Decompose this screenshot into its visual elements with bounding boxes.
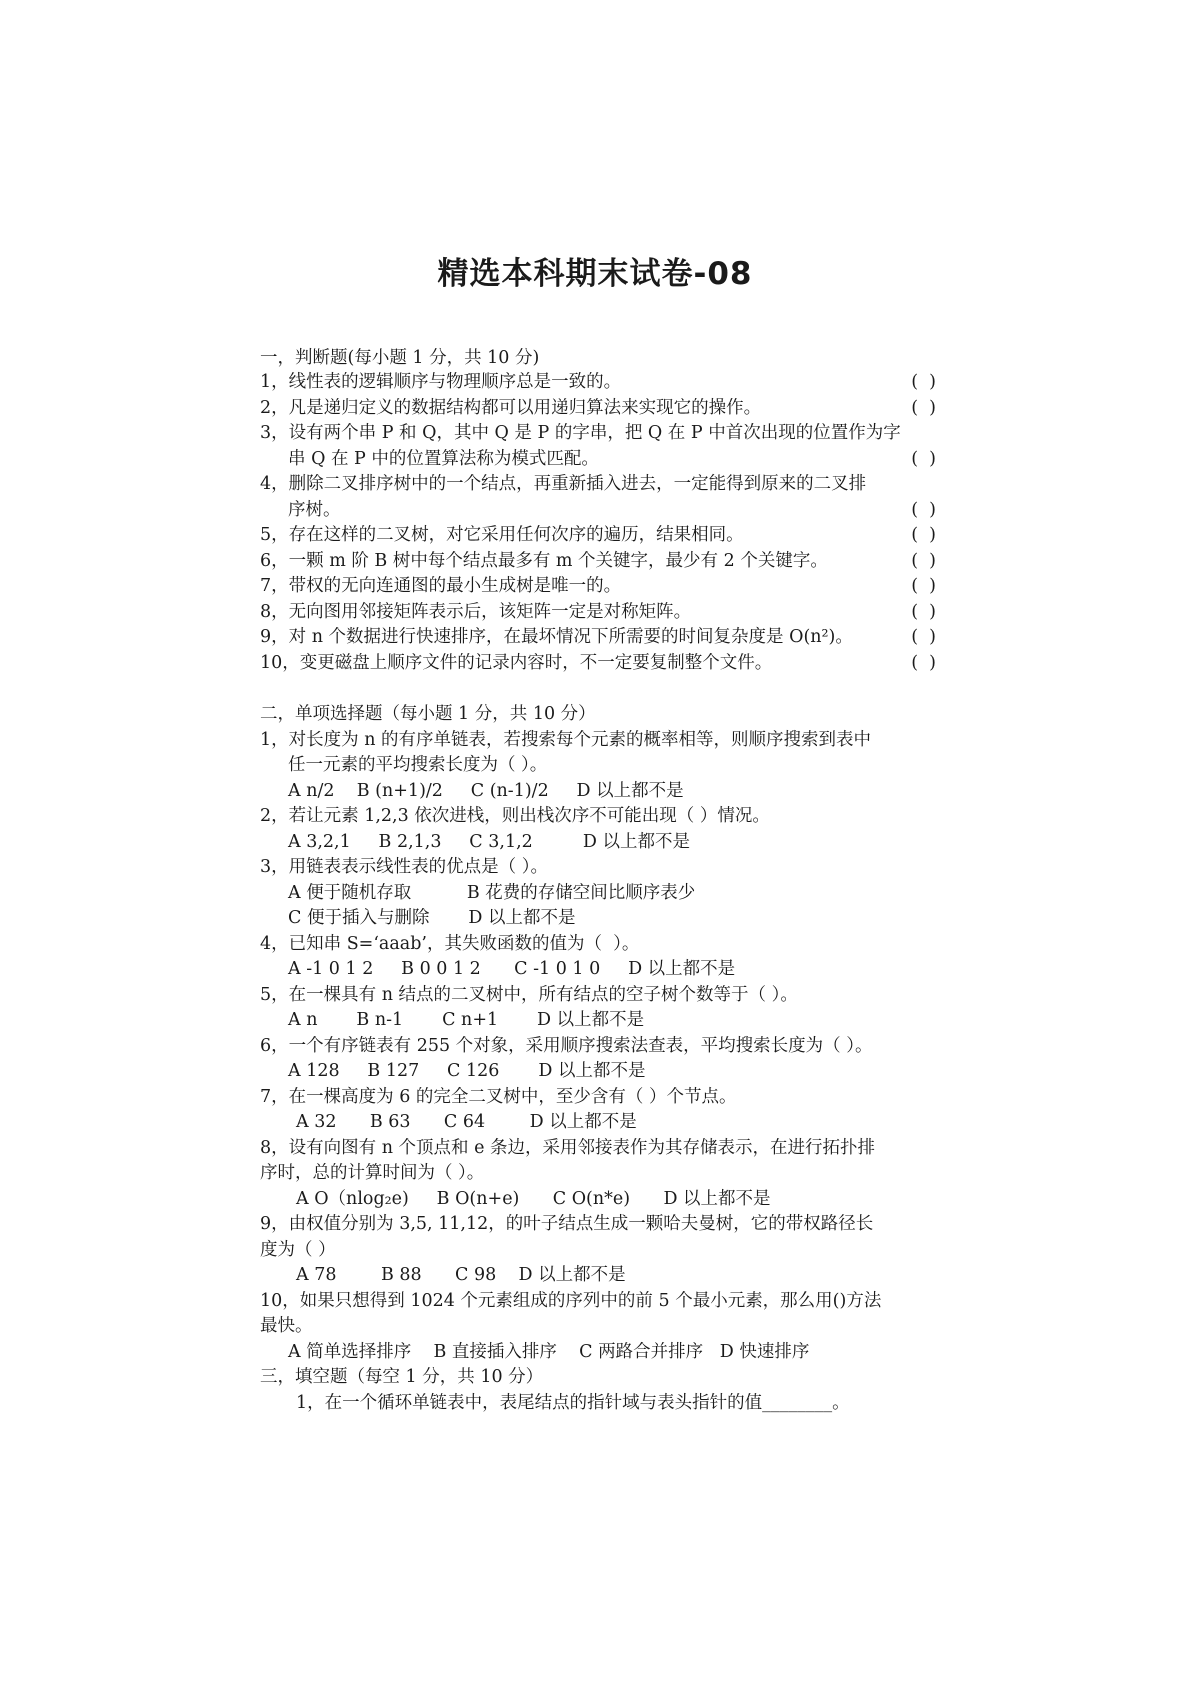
mc-question-3-options-2 <box>288 906 936 930</box>
mc-question-1-options-text: A n/2 B (n+1)/2 C (n-1)/2 D 以上都不是 <box>288 781 684 801</box>
mc-question-10-options-text: A 简单选择排序 B 直接插入排序 C 两路合并排序 D 快速排序 <box>288 1342 810 1362</box>
mc-question-6-options <box>288 1059 936 1083</box>
mc-question-7-options <box>296 1110 936 1134</box>
mc-question-10-cont-text: 最快。 <box>260 1316 313 1336</box>
mc-question-8-options <box>296 1187 936 1211</box>
tf-question-9 <box>260 625 936 649</box>
answer-paren: ( ) <box>911 525 936 545</box>
tf-question-3-text: 3，设有两个串 P 和 Q，其中 Q 是 P 的字串，把 Q 在 P 中首次出现的位置作为字 <box>260 423 901 443</box>
section1-heading <box>260 346 936 370</box>
mc-question-8-text: 8，设有向图有 n 个顶点和 e 条边，采用邻接表作为其存储表示，在进行拓扑排 <box>260 1138 876 1158</box>
tf-question-10 <box>260 651 936 675</box>
answer-paren: ( ) <box>911 372 936 392</box>
mc-question-9-cont-text: 度为（ ） <box>260 1240 336 1260</box>
mc-question-2 <box>260 804 936 828</box>
mc-question-10-options <box>288 1340 936 1364</box>
section2-heading <box>260 702 936 726</box>
tf-question-10-text: 10，变更磁盘上顺序文件的记录内容时，不一定要复制整个文件。 <box>260 653 773 673</box>
mc-question-5 <box>260 983 936 1007</box>
mc-question-6-text: 6，一个有序链表有 255 个对象，采用顺序搜索法查表，平均搜索长度为（ ）。 <box>260 1036 873 1056</box>
tf-question-5-text: 5，存在这样的二叉树，对它采用任何次序的遍历，结果相同。 <box>260 525 744 545</box>
section1-heading-text: 一，判断题(每小题 1 分，共 10 分) <box>260 348 540 368</box>
tf-question-8-text: 8，无向图用邻接矩阵表示后，该矩阵一定是对称矩阵。 <box>260 602 692 622</box>
mc-question-3-options-1 <box>288 881 936 905</box>
answer-paren: ( ) <box>911 449 936 469</box>
mc-question-6 <box>260 1034 936 1058</box>
answer-paren: ( ) <box>911 627 936 647</box>
fill-question-1 <box>296 1391 936 1415</box>
mc-question-2-options-text: A 3,2,1 B 2,1,3 C 3,1,2 D 以上都不是 <box>288 832 690 852</box>
mc-question-8-options-text: A O（nlog₂e) B O(n+e) C O(n*e) D 以上都不是 <box>296 1189 771 1209</box>
answer-paren: ( ) <box>911 551 936 571</box>
mc-question-1-cont <box>288 753 936 777</box>
mc-question-6-options-text: A 128 B 127 C 126 D 以上都不是 <box>288 1061 646 1081</box>
mc-question-8 <box>260 1136 936 1160</box>
tf-question-3-cont <box>288 447 936 471</box>
tf-question-7-text: 7，带权的无向连通图的最小生成树是唯一的。 <box>260 576 622 596</box>
mc-question-7-options-text: A 32 B 63 C 64 D 以上都不是 <box>296 1112 637 1132</box>
tf-question-4-text: 4，删除二叉排序树中的一个结点，再重新插入进去，一定能得到原来的二叉排 <box>260 474 867 494</box>
mc-question-9-options-text: A 78 B 88 C 98 D 以上都不是 <box>296 1265 626 1285</box>
mc-question-2-text: 2，若让元素 1,2,3 依次进栈，则出栈次序不可能出现（ ）情况。 <box>260 806 770 826</box>
tf-question-8 <box>260 600 936 624</box>
mc-question-7-text: 7，在一棵高度为 6 的完全二叉树中，至少含有（ ）个节点。 <box>260 1087 737 1107</box>
tf-question-3 <box>260 421 936 445</box>
mc-question-3 <box>260 855 936 879</box>
tf-question-6 <box>260 549 936 573</box>
mc-question-8-cont-text: 序时，总的计算时间为（ ）。 <box>260 1163 485 1183</box>
mc-question-2-options <box>288 830 936 854</box>
tf-question-7 <box>260 574 936 598</box>
tf-question-4-cont <box>288 498 936 522</box>
answer-paren: ( ) <box>911 500 936 520</box>
mc-question-10 <box>260 1289 936 1313</box>
mc-question-10-text: 10，如果只想得到 1024 个元素组成的序列中的前 5 个最小元素，那么用()方法 <box>260 1291 882 1311</box>
mc-question-9-text: 9，由权值分别为 3,5, 11,12，的叶子结点生成一颗哈夫曼树，它的带权路径长 <box>260 1214 874 1234</box>
mc-question-1 <box>260 728 936 752</box>
tf-question-4-cont-text: 序树。 <box>288 500 341 520</box>
mc-question-3-options-2-text: C 便于插入与删除 D 以上都不是 <box>288 908 576 928</box>
mc-question-4-options-text: A -1 0 1 2 B 0 0 1 2 C -1 0 1 0 D 以上都不是 <box>288 959 736 979</box>
tf-question-2-text: 2，凡是递归定义的数据结构都可以用递归算法来实现它的操作。 <box>260 398 762 418</box>
answer-paren: ( ) <box>911 398 936 418</box>
mc-question-10-cont <box>260 1314 936 1338</box>
mc-question-7 <box>260 1085 936 1109</box>
tf-question-2 <box>260 396 936 420</box>
tf-question-6-text: 6，一颗 m 阶 B 树中每个结点最多有 m 个关键字，最少有 2 个关键字。 <box>260 551 828 571</box>
mc-question-1-options <box>288 779 936 803</box>
tf-question-1-text: 1，线性表的逻辑顺序与物理顺序总是一致的。 <box>260 372 622 392</box>
section3-heading <box>260 1365 936 1389</box>
tf-question-1 <box>260 370 936 394</box>
section3-heading-text: 三，填空题（每空 1 分，共 10 分） <box>260 1367 544 1387</box>
mc-question-3-options-1-text: A 便于随机存取 B 花费的存储空间比顺序表少 <box>288 883 696 903</box>
mc-question-4-options <box>288 957 936 981</box>
mc-question-1-cont-text: 任一元素的平均搜索长度为（ ）。 <box>288 755 548 775</box>
section2-heading-text: 二，单项选择题（每小题 1 分，共 10 分） <box>260 704 596 724</box>
mc-question-9-options <box>296 1263 936 1287</box>
fill-question-1-text: 1，在一个循环单链表中，表尾结点的指针域与表头指针的值________。 <box>296 1393 850 1413</box>
mc-question-1-text: 1，对长度为 n 的有序单链表，若搜索每个元素的概率相等，则顺序搜索到表中 <box>260 730 872 750</box>
answer-paren: ( ) <box>911 576 936 596</box>
mc-question-4 <box>260 932 936 956</box>
tf-question-4 <box>260 472 936 496</box>
mc-question-3-text: 3，用链表表示线性表的优点是（ ）。 <box>260 857 548 877</box>
exam-title: 精选本科期末试卷-08 <box>437 256 753 292</box>
mc-question-4-text: 4，已知串 S=‘aaab’，其失败函数的值为（ ）。 <box>260 934 640 954</box>
mc-question-8-cont <box>260 1161 936 1185</box>
mc-question-5-options-text: A n B n-1 C n+1 D 以上都不是 <box>288 1010 645 1030</box>
mc-question-5-options <box>288 1008 936 1032</box>
answer-paren: ( ) <box>911 653 936 673</box>
mc-question-9-cont <box>260 1238 936 1262</box>
tf-question-9-text: 9，对 n 个数据进行快速排序，在最坏情况下所需要的时间复杂度是 O(n²)。 <box>260 627 853 647</box>
mc-question-9 <box>260 1212 936 1236</box>
tf-question-5 <box>260 523 936 547</box>
tf-question-3-cont-text: 串 Q 在 P 中的位置算法称为模式匹配。 <box>288 449 599 469</box>
answer-paren: ( ) <box>911 602 936 622</box>
mc-question-5-text: 5，在一棵具有 n 结点的二叉树中，所有结点的空子树个数等于（ ）。 <box>260 985 798 1005</box>
